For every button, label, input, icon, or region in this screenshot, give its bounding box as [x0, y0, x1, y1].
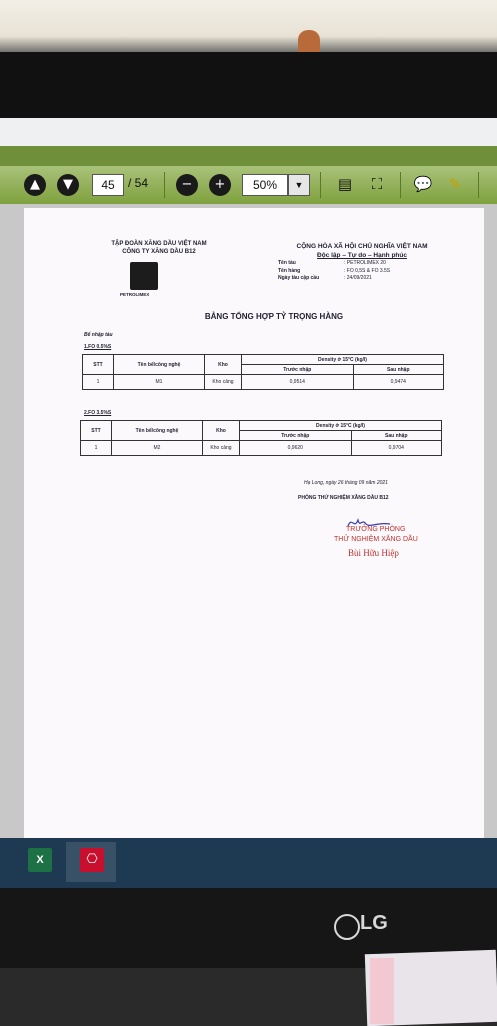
header-tank: Tên bể/công nghệ	[114, 355, 205, 375]
section-label: Bể nhập tàu	[84, 332, 113, 338]
density-table-1	[82, 354, 444, 390]
page-number-input[interactable]: 45	[92, 174, 124, 196]
next-page-button[interactable]: ▼	[57, 174, 79, 196]
stamp-role-line-2: THỬ NGHIỆM XĂNG DẦU	[334, 536, 418, 543]
table-row	[83, 375, 444, 390]
header-density: Density ở 15°C (kg/l)	[240, 421, 442, 431]
cell-tank: M1	[114, 375, 205, 390]
document-viewport[interactable]	[0, 204, 497, 838]
logo-text: PETROLIMEX	[120, 292, 150, 297]
toolbar-separator	[400, 172, 401, 198]
lab-name: PHÒNG THỬ NGHIỆM XĂNG DẦU B12	[298, 495, 389, 501]
density-table-2	[80, 420, 442, 456]
meta-row: Tên tàu : PETROLIMEX 20	[278, 260, 386, 266]
zoom-in-button[interactable]: +	[209, 174, 231, 196]
toolbar-separator	[478, 172, 479, 198]
cell-stt: 1	[81, 441, 112, 456]
org-company-name: CÔNG TY XĂNG DẦU B12	[122, 249, 196, 255]
meta-row: Tên hàng : FO 0,5S & FO 3.5S	[278, 267, 391, 274]
cell-kho: Kho cảng	[203, 441, 240, 456]
page-total: / 54	[128, 176, 149, 190]
org-header-left	[100, 240, 218, 256]
meta-row: Ngày tàu cập cầu : 24/09/2021	[278, 275, 372, 281]
pink-paper	[370, 958, 394, 1024]
signer-name: Bùi Hữu Hiệp	[348, 548, 399, 558]
taskbar	[0, 838, 497, 888]
pdf-page	[24, 208, 484, 838]
header-before: Trước nhập	[240, 431, 352, 441]
toolbar-separator	[164, 172, 165, 198]
cell-after: 0,9704	[351, 441, 441, 456]
cell-kho: Kho cảng	[205, 375, 242, 390]
toolbar-separator	[320, 172, 321, 198]
shipment-meta	[278, 260, 390, 283]
signing-date: Hạ Long, ngày 26 tháng 09 năm 2021	[304, 480, 388, 486]
cell-before: 0,9620	[240, 441, 352, 456]
header-stt: STT	[81, 421, 112, 441]
previous-page-button[interactable]: ▲	[24, 174, 46, 196]
fit-width-icon[interactable]: ▤	[337, 175, 353, 193]
header-stt: STT	[83, 355, 114, 375]
header-after: Sau nhập	[351, 431, 441, 441]
header-after: Sau nhập	[353, 365, 443, 375]
cell-stt: 1	[83, 375, 114, 390]
monitor-bezel-top	[0, 52, 497, 120]
section-2-heading: 2.FO 3.5%S	[84, 410, 112, 416]
zoom-out-button[interactable]: −	[176, 174, 198, 196]
comment-icon[interactable]: 💬	[413, 175, 433, 193]
org-group-name: TẬP ĐOÀN XĂNG DẦU VIỆT NAM	[111, 241, 207, 247]
background-wall	[0, 0, 497, 60]
window-title-area	[0, 118, 497, 146]
header-tank: Tên bể/công nghệ	[112, 421, 203, 441]
org-header-right	[282, 242, 442, 260]
document-title: BẢNG TỔNG HỢP TỶ TRỌNG HÀNG	[204, 312, 344, 321]
menu-bar	[0, 146, 497, 166]
pdf-toolbar	[0, 166, 497, 205]
header-density: Density ở 15°C (kg/l)	[242, 355, 444, 365]
monitor-screen	[0, 118, 497, 888]
cell-before: 0,9514	[242, 375, 354, 390]
section-1-heading: 1.FO 0.5%S	[84, 344, 112, 350]
cell-after: 0,9474	[353, 375, 443, 390]
fit-page-icon[interactable]: ⛶	[371, 175, 383, 193]
header-kho: Kho	[205, 355, 242, 375]
cell-tank: M2	[112, 441, 203, 456]
lg-logo-icon	[334, 914, 360, 940]
national-title: CỘNG HÒA XÃ HỘI CHỦ NGHĨA VIỆT NAM	[296, 243, 428, 250]
national-motto: Độc lập – Tự do – Hạnh phúc	[317, 252, 407, 259]
table-row	[81, 441, 442, 456]
pdf-reader-taskbar-icon[interactable]: ⎔	[80, 848, 104, 872]
excel-taskbar-icon[interactable]: X	[28, 848, 52, 872]
company-logo	[130, 262, 158, 290]
monitor-brand: LG	[360, 912, 388, 934]
stamp-role-line-1: TRƯỞNG PHÒNG	[346, 526, 406, 533]
header-kho: Kho	[203, 421, 240, 441]
zoom-level-input[interactable]: 50%	[242, 174, 288, 196]
highlight-icon[interactable]: ✎	[448, 175, 462, 193]
header-before: Trước nhập	[242, 365, 354, 375]
zoom-dropdown-button[interactable]: ▼	[288, 174, 310, 196]
